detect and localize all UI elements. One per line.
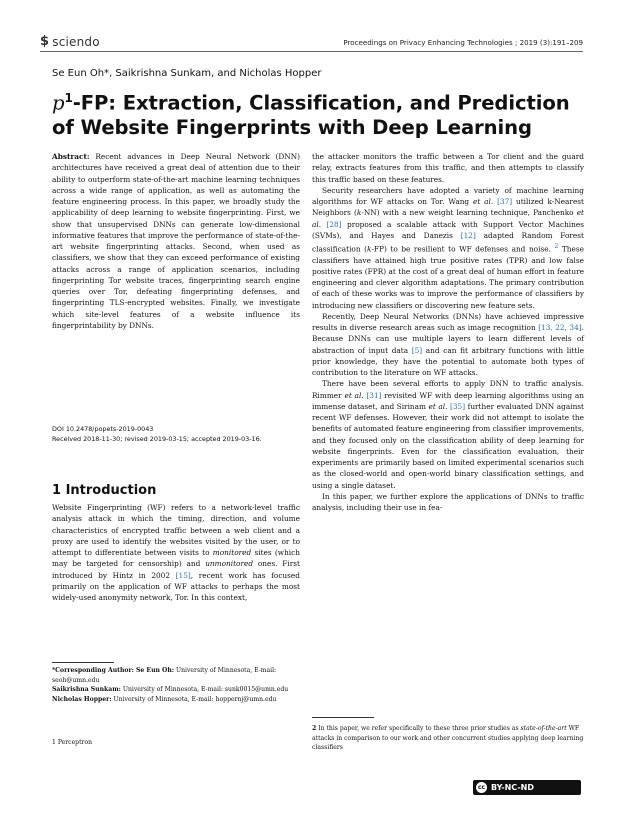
paragraph	[312, 185, 584, 311]
intro-em-monitored: monitored	[212, 548, 252, 557]
title-symbol: p	[52, 91, 65, 115]
doi-block	[52, 424, 262, 444]
publisher-name: sciendo	[52, 34, 100, 49]
abstract-text: Recent advances in Deep Neural Network (DNN) architectures have received a great deal of attention due to their ability to outperform state-of-the-art machine learning techniques across a wide range of application, as well as automating the feature engineering process. In this paper, we broadly study the applicability of deep learning to website fingerprinting. First, we show that unsupervised DNNs can generate low-dimensional informative features that improve the performance of state-of-the-art website fingerprinting attacks. Second, when used as classifiers, we show that they can exceed performance of existing attacks across a range of application scenarios, including fingerprinting Tor website traces, fingerprinting search engine queries over Tor, defeating fingerprinting defenses, and fingerprinting TLS-encrypted websites. Finally, we investigate which site-level features of a website influence its fingerprintability by DNNs.	[52, 152, 300, 330]
text: There have been several efforts to apply DNN to traffic analysis. Rimmer	[312, 379, 584, 400]
paragraph: In this paper, we further explore the applications of DNNs to traffic analysis, including their use in fea-	[312, 491, 584, 513]
publisher-logo	[40, 34, 100, 49]
text: WF attacks in comparison to our work and other concurrent studies applying deep learning classifiers	[312, 725, 584, 751]
author2-label: Saikrishna Sunkam:	[52, 686, 121, 693]
citation-link[interactable]: [12]	[460, 230, 476, 240]
footnote-1: 1 Perceptron	[52, 739, 93, 746]
paragraph	[312, 378, 584, 491]
right-column	[312, 151, 584, 513]
footnote-rule	[312, 717, 374, 718]
abstract	[52, 151, 300, 331]
title-superscript: 1	[64, 91, 73, 105]
intro-paragraph	[52, 502, 300, 603]
et-al: et al.	[472, 197, 494, 206]
paragraph	[312, 311, 584, 379]
paragraph: the attacker monitors the traffic between a Tor client and the guard relay, extracts features from this traffic, and then attempts to classify this traffic based on these features.	[312, 152, 584, 184]
text: proposed a scalable attack with Support Vector Machines (SVMs), and Hayes and Danezis	[312, 219, 584, 240]
intro-text-3: ones. First introduced by Hintz in 2002	[52, 559, 300, 580]
text: Security researchers have adopted a variety of machine learning algorithms for WF attacks on Tor. Wang	[312, 185, 584, 206]
doi-link[interactable]: DOI 10.2478/popets-2019-0043	[52, 425, 154, 433]
abstract-label: Abstract:	[52, 152, 90, 161]
license-text: BY-NC-ND	[491, 783, 535, 792]
citation-link[interactable]: [28]	[326, 219, 342, 229]
text: Recently, Deep Neural Networks (DNNs) have achieved impressive results in diverse research areas such as image recognition	[312, 311, 584, 333]
intro-text-2: sites (which may be targeted for censorship) and	[52, 548, 300, 569]
text: -NN) with a new weight learning technique, Panchenko	[361, 208, 577, 218]
citation-link[interactable]: [15]	[175, 570, 191, 580]
et-al: et al.	[428, 401, 448, 411]
text: adapted Random Forest classification (	[312, 230, 584, 254]
received-dates: Received 2018-11-30; revised 2019-03-15; accepted 2019-03-16.	[52, 435, 262, 443]
author2-affiliation: University of Minnesota, E-mail: sunk0015@umn.edu	[120, 686, 289, 693]
citation-link[interactable]: [37]	[497, 197, 513, 206]
et-al: et al.	[312, 208, 584, 229]
text: further evaluated DNN against recent WF defenses. However, their work did not attempt to isolate the benefits of automated feature engineering from classifier improvements, and they focused only on the classification ability of deep learning for website fingerprints. Even for the classification evaluation, their experiments are primarily based on limited experimental scenarios such as the closed-world and open-world binary classification settings, and using a single dataset.	[312, 401, 585, 490]
text: -FP) to be resilient to WF defenses and noise.	[371, 244, 555, 254]
journal-citation: Proceedings on Privacy Enhancing Technologies ; 2019 (3):191–209	[343, 38, 583, 47]
text: . Because DNNs can use multiple layers to learn different levels of abstraction of input data	[312, 323, 584, 355]
author-footnotes	[52, 666, 300, 704]
footnote-rule	[52, 662, 114, 663]
paper-title	[52, 86, 582, 140]
text: utilized k-Nearest Neighbors (	[312, 197, 585, 218]
em-state-of-the-art: state-of-the-art	[520, 725, 567, 732]
footnote-2	[312, 724, 584, 753]
creative-commons-icon: cc	[477, 784, 486, 791]
footnote-number: 2	[312, 725, 317, 732]
corresponding-author-label: *Corresponding Author: Se Eun Oh:	[52, 667, 175, 674]
citation-link[interactable]: [5]	[411, 345, 423, 355]
et-al: et al.	[344, 390, 364, 400]
intro-text-1: Website Fingerprinting (WF) refers to a network-level traffic analysis attack in which the timing, direction, and volume characteristics of encrypted traffic between a web client and a proxy are used to identify the websites visited by the user, or to attempt to differentiate between visits to	[52, 503, 300, 557]
citation-link[interactable]: [31]	[366, 390, 382, 400]
citation-link[interactable]: [13, 22, 34]	[538, 323, 582, 333]
section-heading-introduction: 1 Introduction	[52, 483, 157, 498]
text: These classifiers have attained high true positive rates (TPR) and low false positive rates (FPR) at the cost of a great deal of human effort in feature engineering and clever algorithm adaptations. The primary contribution of each of these works was to improve the performance of classifiers by introducing new classifiers or discovering new feature sets.	[312, 244, 584, 310]
corresponding-author-affiliation: University of Minnesota, E-mail: seoh@umn.edu	[52, 667, 277, 684]
author3-label: Nicholas Hopper:	[52, 695, 112, 703]
text: and can fit arbitrary functions with little prior knowledge, they have the potential to automate both types of contribution to the literature on WF attacks.	[312, 345, 584, 378]
intro-text-4: , recent work has focused primarily on the application of WF attacks to perhaps the most widely-used anonymity network, Tor. In this context,	[52, 570, 300, 602]
header-rule	[40, 51, 583, 52]
intro-em-unmonitored: unmonitored	[205, 559, 254, 569]
cc-license-badge[interactable]	[473, 780, 581, 795]
sciendo-logo-icon: $	[40, 34, 50, 49]
text: In this paper, we refer specifically to these three prior studies as	[316, 725, 521, 732]
text: revisited WF with deep learning algorithms using an immense dataset, and Sirinam	[312, 390, 584, 411]
italic-k: k	[367, 244, 372, 254]
citation-link[interactable]: [35]	[449, 401, 466, 411]
author-list: Se Eun Oh*, Saikrishna Sunkam, and Nicholas Hopper	[52, 68, 322, 79]
italic-k: k	[356, 208, 362, 218]
title-text: -FP: Extraction, Classification, and Prediction of Website Fingerprints with Deep Learning	[52, 91, 570, 139]
author3-affiliation: University of Minnesota, E-mail: hoppernj@umn.edu	[111, 695, 277, 703]
footnote-ref[interactable]: 2	[554, 243, 559, 250]
